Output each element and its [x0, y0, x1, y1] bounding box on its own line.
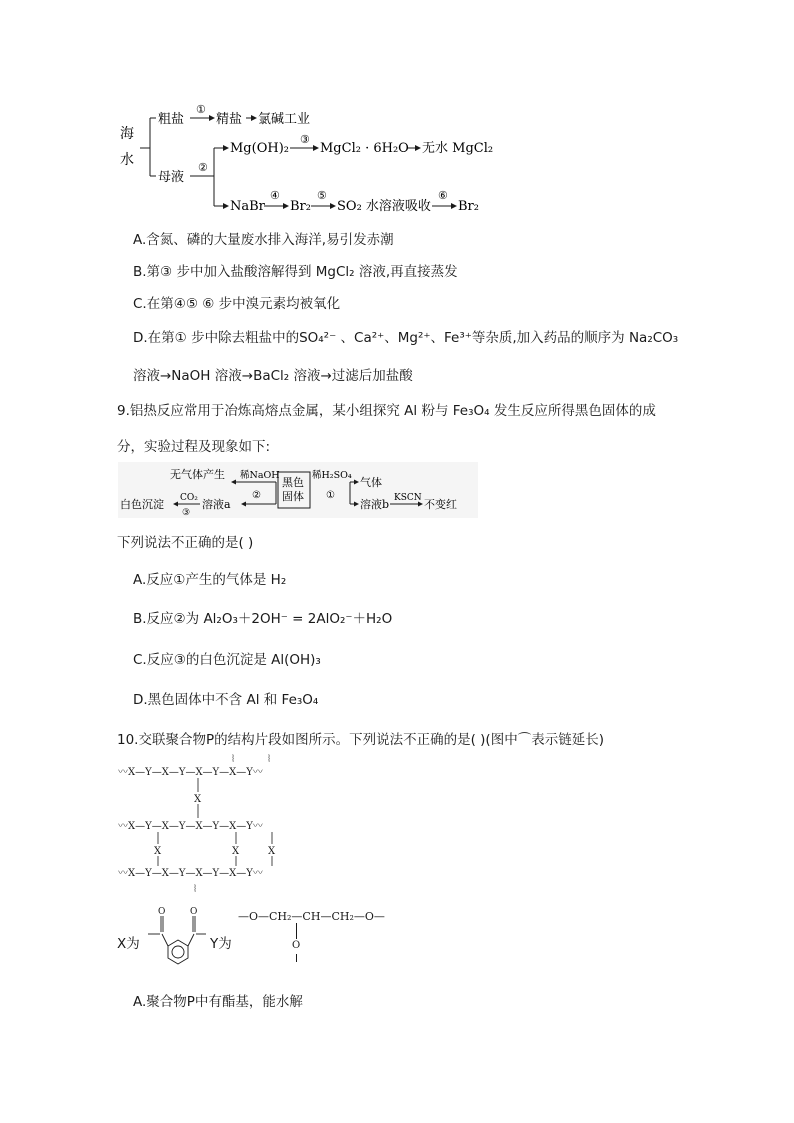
svg-text:O: O	[190, 907, 198, 917]
q8-option-d-line1: D.在第① 步中除去粗盐中的SO₄²⁻ 、Ca²⁺、Mg²⁺、Fe³⁺等杂质,加入药品的顺序为 Na₂CO₃	[133, 330, 679, 346]
no-gas: 无气体产生	[170, 468, 225, 481]
br2-b: Br₂	[458, 199, 479, 214]
y-branch-bond	[296, 923, 297, 939]
q9-option-d: D.黑色固体中不含 Al 和 Fe₃O₄	[133, 692, 319, 708]
svg-text:X: X	[154, 846, 162, 857]
black-solid-2: 固体	[282, 490, 304, 503]
q8-option-a: A.含氮、磷的大量废水排入海洋,易引发赤潮	[133, 232, 394, 248]
svg-text:⦚: ⦚	[232, 754, 235, 765]
svg-text:X: X	[268, 846, 276, 857]
x-label: X为	[117, 936, 140, 952]
sea-char-1: 海	[120, 126, 134, 142]
step2-label: ②	[198, 161, 208, 174]
so2-absorb: SO₂ 水溶液吸收	[337, 199, 431, 214]
br2-a: Br₂	[290, 199, 311, 214]
q9-option-b: B.反应②为 Al₂O₃＋2OH⁻ = 2AlO₂⁻＋H₂O	[133, 611, 393, 627]
black-solid-1: 黑色	[282, 476, 304, 489]
step5-label: ⑤	[317, 189, 327, 202]
co2-reagent: CO₂	[180, 493, 198, 503]
svg-text:⦚: ⦚	[268, 754, 271, 765]
step1-label: ①	[196, 103, 206, 116]
svg-text:〰X—Y—X—Y—X—Y—X—Y〰: 〰X—Y—X—Y—X—Y—X—Y〰	[118, 767, 263, 778]
solution-a: 溶液a	[202, 498, 231, 511]
crude-salt: 粗盐	[158, 112, 185, 127]
q8-option-b: B.第③ 步中加入盐酸溶解得到 MgCl₂ 溶液,再直接蒸发	[133, 264, 458, 280]
q9-stem-line2: 分，实验过程及现象如下:	[117, 439, 271, 455]
step6-label: ⑥	[438, 189, 448, 202]
h2so4-reagent: 稀H₂SO₄	[312, 470, 352, 481]
y-formula: —O—CH₂—CH—CH₂—O—	[238, 910, 385, 923]
q9-option-c: C.反应③的白色沉淀是 Al(OH)₃	[133, 652, 321, 668]
gas: 气体	[360, 476, 382, 489]
polymer-structure-diagram	[118, 754, 298, 894]
not-red: 不变红	[424, 498, 457, 511]
q9-stem-line1: 9.铝热反应常用于冶炼高熔点金属，某小组探究 Al 粉与 Fe₃O₄ 发生反应所得黑色固体的成	[117, 403, 656, 419]
q8-option-d-line2: 溶液→NaOH 溶液→BaCl₂ 溶液→过滤后加盐酸	[133, 368, 413, 384]
flow-step2: ②	[252, 490, 261, 501]
svg-text:X: X	[194, 794, 202, 805]
mg-oh2: Mg(OH)₂	[230, 141, 289, 156]
q9-ask: 下列说法不正确的是( )	[117, 535, 254, 551]
y-branch-oxygen: O	[292, 940, 301, 951]
q8-option-c: C.在第④⑤ ⑥ 步中溴元素均被氧化	[133, 296, 341, 312]
solution-b: 溶液b	[360, 498, 390, 511]
kscn-reagent: KSCN	[394, 493, 422, 503]
q10-option-a: A.聚合物P中有酯基，能水解	[133, 994, 303, 1010]
svg-text:⦚: ⦚	[194, 884, 197, 894]
y-branch-tail	[296, 954, 297, 962]
q10-stem: 10.交联聚合物P的结构片段如图所示。下列说法不正确的是( )(图中⌒表示链延长)	[117, 732, 604, 748]
y-label: Y为	[210, 936, 232, 952]
mgcl2-hydrate: MgCl₂ · 6H₂O	[320, 141, 409, 156]
svg-text:〰X—Y—X—Y—X—Y—X—Y〰: 〰X—Y—X—Y—X—Y—X—Y〰	[118, 821, 263, 832]
white-precipitate: 白色沉淀	[120, 498, 164, 511]
q9-experiment-flow	[118, 462, 478, 518]
step4-label: ④	[270, 189, 280, 202]
x-phthaloyl-structure	[148, 904, 208, 968]
branch-bracket	[140, 118, 156, 176]
seawater-flow-diagram	[110, 100, 510, 218]
svg-text:X: X	[232, 846, 240, 857]
anhydrous-mgcl2: 无水 MgCl₂	[422, 141, 494, 156]
svg-text:〰X—Y—X—Y—X—Y—X—Y〰: 〰X—Y—X—Y—X—Y—X—Y〰	[118, 868, 263, 879]
flow-step1: ①	[326, 490, 335, 501]
mother-liquor: 母液	[158, 170, 185, 185]
flow-step3: ③	[182, 508, 191, 518]
refined-salt: 精盐	[216, 112, 243, 127]
svg-text:O: O	[158, 907, 166, 917]
q9-option-a: A.反应①产生的气体是 H₂	[133, 572, 287, 588]
chlor-alkali: 氯碱工业	[258, 112, 311, 127]
nabr: NaBr	[230, 199, 265, 214]
step3-label: ③	[300, 133, 310, 146]
sea-char-2: 水	[120, 152, 134, 168]
naoh-reagent: 稀NaOH	[240, 470, 280, 481]
